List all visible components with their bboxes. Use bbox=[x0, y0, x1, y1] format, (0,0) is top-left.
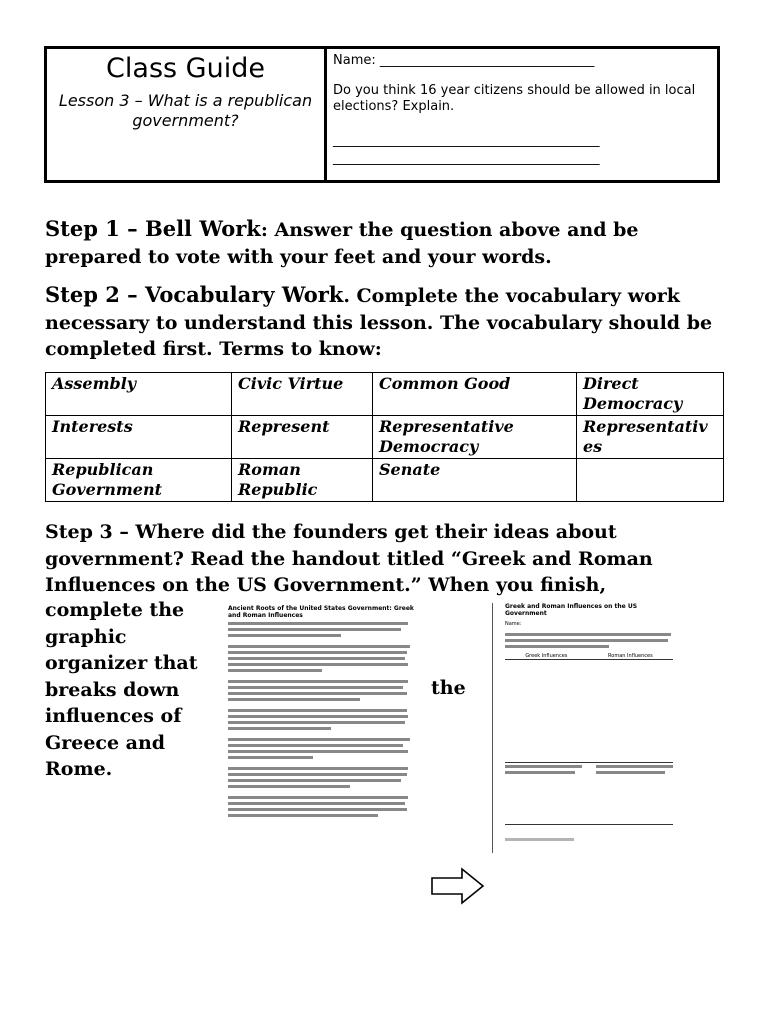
vocab-term: Civic Virtue bbox=[232, 373, 373, 416]
vocab-term: Represent bbox=[232, 416, 373, 459]
vocab-term: Representative Democracy bbox=[373, 416, 577, 459]
organizer-name: Name: bbox=[505, 621, 522, 627]
page-title: Class Guide bbox=[106, 53, 265, 84]
vocab-term: Common Good bbox=[373, 373, 577, 416]
header-title-cell bbox=[47, 49, 327, 180]
table-row bbox=[46, 373, 724, 416]
step-2-heading: Step 2 – Vocabulary Work bbox=[45, 282, 344, 307]
header-question-cell bbox=[327, 49, 717, 180]
organizer-title: Greek and Roman Influences on the US Government bbox=[505, 603, 638, 617]
handout-thumbnail bbox=[228, 605, 416, 845]
step-3-continued: complete the graphic organizer that breaks down influences of Greece and Rome. bbox=[45, 599, 198, 780]
header-box bbox=[44, 46, 720, 183]
vocabulary-table bbox=[45, 372, 724, 502]
step-2-text: . Complete the vocabulary work necessary to understand this lesson. The vocabulary should be completed first. Terms to know: bbox=[45, 285, 713, 360]
table-row bbox=[46, 459, 724, 502]
organizer-col-greek: Greek Influences bbox=[525, 653, 568, 659]
handout-title: Ancient Roots of the United States Government: Greek and Roman Influences bbox=[228, 605, 414, 619]
step-3-floating-word: the bbox=[431, 677, 466, 699]
vocab-term: Republican Government bbox=[46, 459, 232, 502]
vocab-term: Assembly bbox=[46, 373, 232, 416]
vocab-term: Interests bbox=[46, 416, 232, 459]
vocab-term: Direct Democracy bbox=[577, 373, 724, 416]
step-1 bbox=[45, 216, 715, 270]
vocab-term: Roman Republic bbox=[232, 459, 373, 502]
vocab-term: Senate bbox=[373, 459, 577, 502]
graphic-organizer-thumbnail bbox=[492, 603, 678, 853]
step-1-heading: Step 1 – Bell Work bbox=[45, 216, 261, 241]
vocab-term: Representatives bbox=[577, 416, 724, 459]
vocab-term bbox=[577, 459, 724, 502]
lesson-subtitle: Lesson 3 – What is a republican government? bbox=[58, 91, 313, 130]
bell-question: Do you think 16 year citizens should be allowed in local elections? Explain. bbox=[333, 83, 696, 114]
step-2 bbox=[45, 282, 715, 363]
answer-line[interactable]: _________________________________________ bbox=[333, 133, 600, 148]
table-row bbox=[46, 416, 724, 459]
organizer-col-roman: Roman Influences bbox=[608, 653, 653, 659]
answer-line[interactable]: _________________________________________ bbox=[333, 151, 600, 166]
step-1-text: : Answer the question above and be prepared to vote with your feet and your words. bbox=[45, 219, 639, 268]
right-arrow-outline-icon bbox=[430, 866, 486, 906]
name-field[interactable]: Name: _________________________________ bbox=[333, 53, 595, 68]
step-3-intro: Step 3 – Where did the founders get their ideas about government? Read the handout titled “Greek and Roman Influences on the US Government.” When you finish, bbox=[45, 521, 653, 596]
